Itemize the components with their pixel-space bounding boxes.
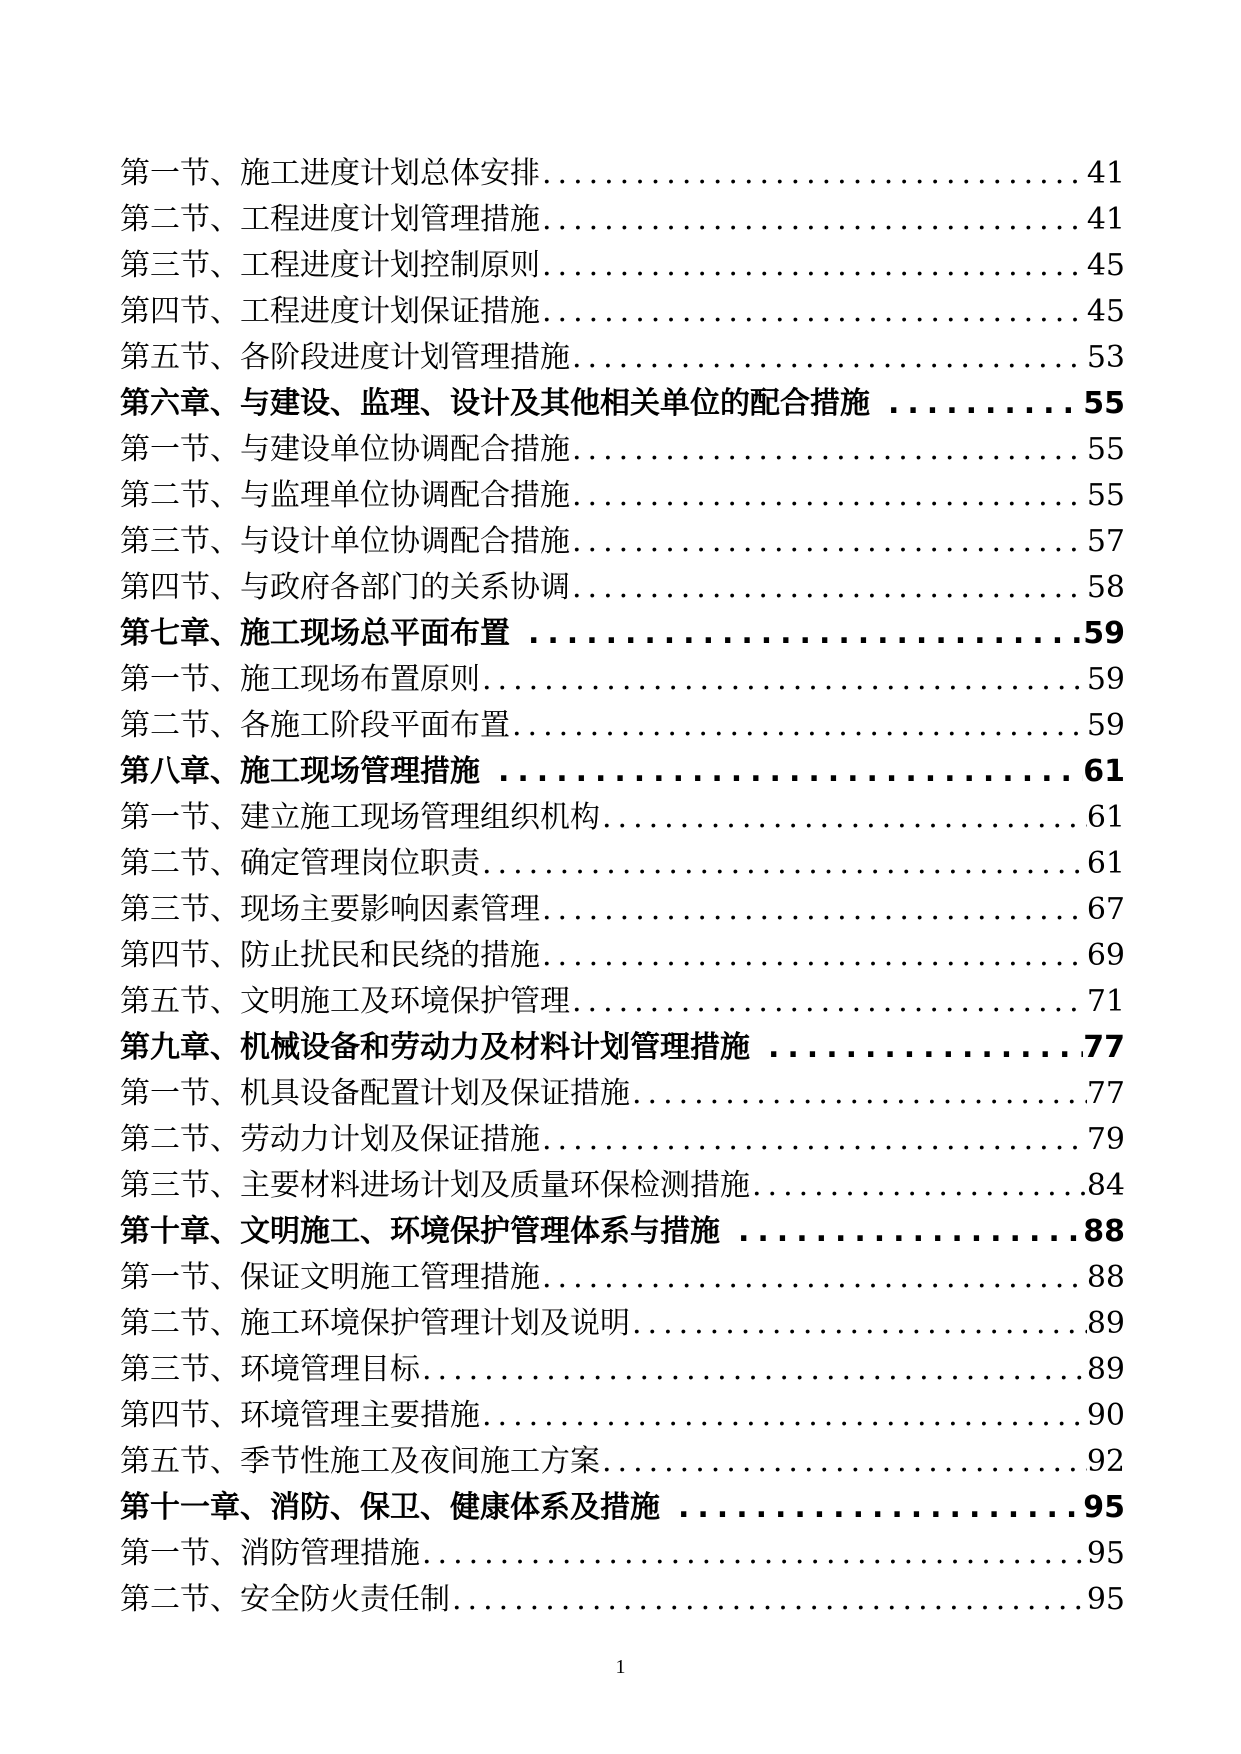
toc-dot-leader [480, 749, 1083, 795]
toc-dot-leader [540, 1255, 1087, 1301]
toc-entry-page: 45 [1086, 248, 1125, 283]
toc-entry-page: 55 [1086, 432, 1125, 467]
toc-entry-title: 第一节、施工进度计划总体安排 [120, 156, 540, 191]
toc-entry-page: 41 [1086, 202, 1125, 237]
toc-entry-section[interactable] [120, 887, 1125, 933]
toc-dot-leader [510, 703, 1087, 749]
toc-entry-title: 第二节、安全防火责任制 [120, 1582, 450, 1617]
toc-entry-title: 第十一章、消防、保卫、健康体系及措施 [120, 1490, 660, 1525]
toc-entry-title: 第五节、季节性施工及夜间施工方案 [120, 1444, 600, 1479]
toc-dot-leader [570, 519, 1087, 565]
toc-entry-title: 第十章、文明施工、环境保护管理体系与措施 [120, 1214, 720, 1249]
toc-entry-chapter[interactable] [120, 1209, 1125, 1255]
toc-dot-leader [570, 427, 1087, 473]
toc-entry-title: 第一节、机具设备配置计划及保证措施 [120, 1076, 630, 1111]
toc-entry-page: 55 [1083, 386, 1125, 421]
toc-entry-section[interactable] [120, 1577, 1125, 1623]
toc-entry-section[interactable] [120, 1301, 1125, 1347]
toc-entry-title: 第三节、主要材料进场计划及质量环保检测措施 [120, 1168, 750, 1203]
toc-entry-title: 第五节、各阶段进度计划管理措施 [120, 340, 570, 375]
toc-entry-section[interactable] [120, 565, 1125, 611]
toc-entry-section[interactable] [120, 1117, 1125, 1163]
toc-entry-title: 第四节、工程进度计划保证措施 [120, 294, 540, 329]
toc-entry-section[interactable] [120, 1531, 1125, 1577]
toc-entry-chapter[interactable] [120, 1025, 1125, 1071]
toc-entry-section[interactable] [120, 1255, 1125, 1301]
toc-dot-leader [570, 335, 1087, 381]
toc-entry-title: 第一节、施工现场布置原则 [120, 662, 480, 697]
table-of-contents [120, 151, 1125, 1623]
toc-dot-leader [660, 1485, 1083, 1531]
toc-entry-page: 59 [1083, 616, 1125, 651]
toc-dot-leader [720, 1209, 1083, 1255]
toc-entry-section[interactable] [120, 197, 1125, 243]
toc-entry-page: 95 [1086, 1582, 1125, 1617]
toc-entry-section[interactable] [120, 1393, 1125, 1439]
toc-dot-leader [870, 381, 1083, 427]
toc-entry-page: 58 [1086, 570, 1125, 605]
toc-entry-title: 第三节、环境管理目标 [120, 1352, 420, 1387]
toc-entry-title: 第四节、环境管理主要措施 [120, 1398, 480, 1433]
toc-entry-section[interactable] [120, 979, 1125, 1025]
toc-entry-page: 69 [1086, 938, 1125, 973]
toc-entry-page: 59 [1086, 708, 1125, 743]
toc-entry-title: 第二节、与监理单位协调配合措施 [120, 478, 570, 513]
toc-entry-title: 第三节、现场主要影响因素管理 [120, 892, 540, 927]
toc-dot-leader [480, 657, 1087, 703]
toc-entry-section[interactable] [120, 1439, 1125, 1485]
toc-entry-page: 61 [1086, 846, 1125, 881]
toc-entry-section[interactable] [120, 933, 1125, 979]
toc-entry-page: 92 [1086, 1444, 1125, 1479]
toc-dot-leader [510, 611, 1083, 657]
toc-entry-page: 77 [1086, 1076, 1125, 1111]
toc-entry-section[interactable] [120, 427, 1125, 473]
toc-entry-section[interactable] [120, 1347, 1125, 1393]
toc-dot-leader [480, 1393, 1087, 1439]
toc-dot-leader [540, 887, 1087, 933]
toc-entry-page: 57 [1086, 524, 1125, 559]
toc-dot-leader [750, 1025, 1083, 1071]
toc-entry-title: 第五节、文明施工及环境保护管理 [120, 984, 570, 1019]
toc-entry-title: 第三节、与设计单位协调配合措施 [120, 524, 570, 559]
toc-entry-title: 第二节、确定管理岗位职责 [120, 846, 480, 881]
toc-entry-section[interactable] [120, 151, 1125, 197]
toc-entry-page: 88 [1083, 1214, 1125, 1249]
toc-entry-section[interactable] [120, 657, 1125, 703]
toc-entry-title: 第一节、建立施工现场管理组织机构 [120, 800, 600, 835]
toc-entry-page: 61 [1086, 800, 1125, 835]
toc-entry-section[interactable] [120, 289, 1125, 335]
toc-entry-title: 第四节、与政府各部门的关系协调 [120, 570, 570, 605]
toc-entry-title: 第二节、工程进度计划管理措施 [120, 202, 540, 237]
toc-dot-leader [750, 1163, 1087, 1209]
toc-entry-section[interactable] [120, 1163, 1125, 1209]
page-number: 1 [615, 1656, 626, 1678]
toc-dot-leader [570, 565, 1087, 611]
toc-entry-chapter[interactable] [120, 1485, 1125, 1531]
toc-dot-leader [420, 1531, 1087, 1577]
toc-entry-section[interactable] [120, 703, 1125, 749]
toc-entry-section[interactable] [120, 795, 1125, 841]
toc-entry-chapter[interactable] [120, 611, 1125, 657]
toc-entry-page: 84 [1086, 1168, 1125, 1203]
toc-entry-page: 53 [1086, 340, 1125, 375]
toc-entry-page: 89 [1086, 1306, 1125, 1341]
toc-entry-chapter[interactable] [120, 381, 1125, 427]
toc-entry-section[interactable] [120, 243, 1125, 289]
toc-dot-leader [540, 151, 1087, 197]
toc-entry-page: 79 [1086, 1122, 1125, 1157]
toc-entry-page: 61 [1083, 754, 1125, 789]
toc-dot-leader [630, 1301, 1087, 1347]
toc-entry-title: 第八章、施工现场管理措施 [120, 754, 480, 789]
toc-dot-leader [540, 289, 1087, 335]
toc-entry-section[interactable] [120, 841, 1125, 887]
toc-entry-page: 95 [1086, 1536, 1125, 1571]
toc-entry-title: 第一节、与建设单位协调配合措施 [120, 432, 570, 467]
toc-dot-leader [570, 473, 1087, 519]
toc-entry-page: 89 [1086, 1352, 1125, 1387]
toc-entry-page: 71 [1086, 984, 1125, 1019]
toc-entry-section[interactable] [120, 1071, 1125, 1117]
toc-entry-title: 第七章、施工现场总平面布置 [120, 616, 510, 651]
toc-dot-leader [540, 1117, 1087, 1163]
toc-entry-page: 59 [1086, 662, 1125, 697]
toc-entry-section[interactable] [120, 473, 1125, 519]
toc-dot-leader [420, 1347, 1087, 1393]
toc-dot-leader [480, 841, 1087, 887]
toc-entry-page: 41 [1086, 156, 1125, 191]
toc-entry-chapter[interactable] [120, 749, 1125, 795]
toc-entry-section[interactable] [120, 335, 1125, 381]
toc-entry-page: 77 [1083, 1030, 1125, 1065]
toc-entry-page: 67 [1086, 892, 1125, 927]
toc-entry-section[interactable] [120, 519, 1125, 565]
toc-dot-leader [600, 795, 1087, 841]
toc-dot-leader [600, 1439, 1087, 1485]
toc-entry-title: 第九章、机械设备和劳动力及材料计划管理措施 [120, 1030, 750, 1065]
toc-entry-title: 第二节、各施工阶段平面布置 [120, 708, 510, 743]
toc-entry-page: 88 [1086, 1260, 1125, 1295]
toc-dot-leader [540, 243, 1087, 289]
toc-entry-page: 55 [1086, 478, 1125, 513]
toc-dot-leader [570, 979, 1087, 1025]
toc-dot-leader [630, 1071, 1087, 1117]
toc-dot-leader [540, 197, 1087, 243]
toc-entry-title: 第四节、防止扰民和民绕的措施 [120, 938, 540, 973]
toc-dot-leader [540, 933, 1087, 979]
toc-entry-title: 第二节、施工环境保护管理计划及说明 [120, 1306, 630, 1341]
toc-entry-title: 第一节、消防管理措施 [120, 1536, 420, 1571]
toc-entry-title: 第三节、工程进度计划控制原则 [120, 248, 540, 283]
toc-dot-leader [450, 1577, 1087, 1623]
toc-entry-page: 45 [1086, 294, 1125, 329]
toc-entry-title: 第六章、与建设、监理、设计及其他相关单位的配合措施 [120, 386, 870, 421]
toc-entry-title: 第二节、劳动力计划及保证措施 [120, 1122, 540, 1157]
toc-entry-page: 95 [1083, 1490, 1125, 1525]
toc-entry-title: 第一节、保证文明施工管理措施 [120, 1260, 540, 1295]
toc-entry-page: 90 [1086, 1398, 1125, 1433]
